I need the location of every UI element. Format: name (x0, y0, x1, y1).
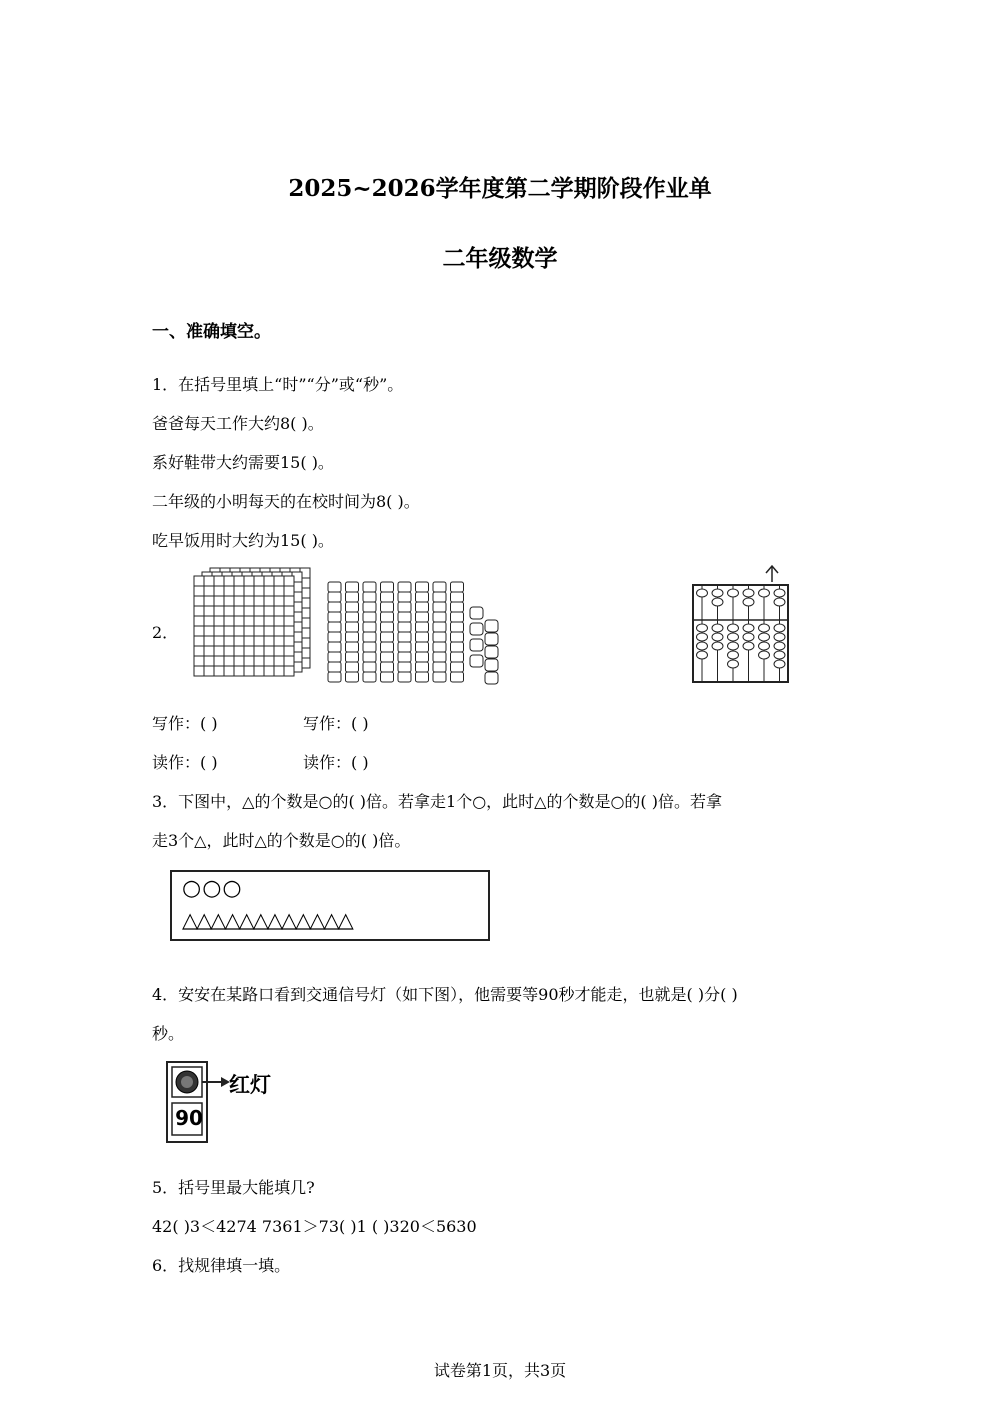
abacus-bead (712, 598, 723, 606)
q4-line-1: 4．安安在某路口看到交通信号灯（如下图），他需要等90秒才能走，也就是( )分( ) (152, 985, 738, 1004)
document-subtitle: 二年级数学 (442, 245, 558, 272)
abacus-bead (759, 589, 770, 597)
one-cube (470, 655, 483, 667)
abacus-bead (728, 642, 739, 650)
triangles-row: △△△△△△△△△△△△ (182, 908, 352, 932)
document-title: 2025~2026学年度第二学期阶段作业单 (288, 175, 712, 202)
abacus-bead (774, 624, 785, 632)
one-cube (470, 607, 483, 619)
abacus-bead (712, 589, 723, 597)
ten-rod (451, 582, 464, 682)
abacus-bead (712, 633, 723, 641)
abacus-bead (759, 642, 770, 650)
page-footer: 试卷第1页，共3页 (433, 1361, 567, 1380)
q1-prompt: 1．在括号里填上“时”“分”或“秒”。 (152, 375, 404, 394)
q5-prompt: 5．括号里最大能填几? (152, 1178, 315, 1197)
red-light-label: 红灯 (229, 1073, 271, 1097)
abacus-bead (728, 624, 739, 632)
ten-rod (381, 582, 394, 682)
place-value-blocks-figure (190, 562, 510, 690)
q2-number: 2． (152, 623, 179, 642)
q6-prompt: 6．找规律填一填。 (152, 1256, 291, 1275)
abacus-bead (774, 589, 785, 597)
one-cube (485, 633, 498, 645)
abacus-bead (774, 598, 785, 606)
abacus-bead (774, 633, 785, 641)
abacus-bead (697, 651, 708, 659)
abacus-bead (759, 633, 770, 641)
q1-line-2: 系好鞋带大约需要15( )。 (152, 453, 334, 472)
abacus-bead (728, 651, 739, 659)
abacus-bead (728, 660, 739, 668)
abacus-bead (759, 651, 770, 659)
ten-rod (416, 582, 429, 682)
abacus-figure (688, 562, 798, 692)
abacus-bead (743, 589, 754, 597)
q1-line-4: 吃早饭用时大约为15( )。 (152, 531, 334, 550)
abacus-bead (774, 660, 785, 668)
q2-read-right: 读作：( ) (303, 753, 369, 772)
one-cube (485, 659, 498, 671)
circles-row: ○○○ (182, 876, 243, 901)
shapes-box (170, 870, 490, 941)
q3-line-1: 3．下图中，△的个数是○的( )倍。若拿走1个○，此时△的个数是○的( )倍。若拿 (152, 792, 722, 811)
ten-rod (328, 582, 341, 682)
abacus-bead (697, 642, 708, 650)
abacus-bead (697, 589, 708, 597)
abacus-bead (712, 642, 723, 650)
q1-line-1: 爸爸每天工作大约8( )。 (152, 414, 324, 433)
hundred-flat (194, 576, 294, 676)
section-heading: 一、准确填空。 (152, 322, 271, 342)
ten-rod (398, 582, 411, 682)
q1-line-3: 二年级的小明每天的在校时间为8( )。 (152, 492, 420, 511)
abacus-bead (743, 642, 754, 650)
abacus-rods (697, 585, 786, 682)
abacus-bead (743, 598, 754, 606)
abacus-bead (728, 633, 739, 641)
one-cube (470, 639, 483, 651)
abacus-bead (697, 624, 708, 632)
one-cube (485, 620, 498, 632)
one-cube (470, 623, 483, 635)
abacus-bead (697, 633, 708, 641)
ten-rod (433, 582, 446, 682)
one-cube (485, 646, 498, 658)
one-cube (485, 672, 498, 684)
q3-line-2: 走3个△，此时△的个数是○的( )倍。 (152, 831, 411, 850)
abacus-bead (743, 624, 754, 632)
abacus-bead (759, 624, 770, 632)
abacus-bead (774, 642, 785, 650)
abacus-bead (743, 633, 754, 641)
ten-rod (363, 582, 376, 682)
q2-write-right: 写作：( ) (303, 714, 369, 733)
abacus-bead (774, 651, 785, 659)
q4-line-2: 秒。 (152, 1024, 185, 1043)
countdown-number: 90 (175, 1106, 203, 1130)
abacus-bead (712, 624, 723, 632)
abacus-bead (728, 589, 739, 597)
q2-write-left: 写作：( ) (152, 714, 218, 733)
q5-expression: 42( )3＜4274 7361＞73( )1 ( )320＜5630 (152, 1217, 477, 1236)
q2-read-left: 读作：( ) (152, 753, 218, 772)
ten-rod (346, 582, 359, 682)
